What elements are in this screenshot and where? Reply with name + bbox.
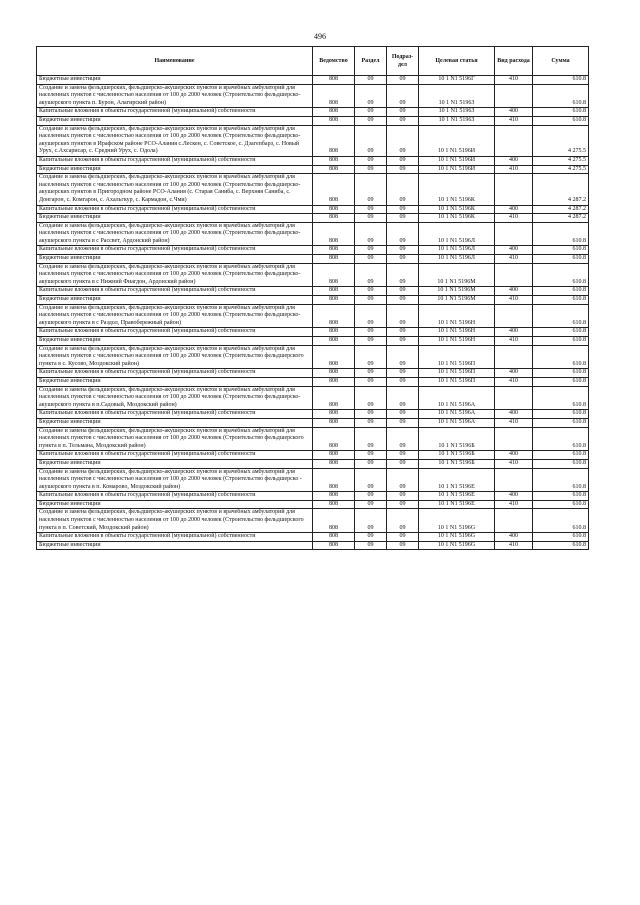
cell-expense-type: 400 (495, 533, 533, 542)
cell-name: Создание и замена фельдшерских, фельдшерско-акушерских пунктов и врачебных амбулаторий для населенных пунктов с численностью населения от 100 до 2000 человек (Строительство фельдшерско-акушерского пункта в с Нижний Фиагдон, Ардонский район) (37, 263, 313, 287)
cell-expense-type (495, 345, 533, 369)
cell-department: 808 (313, 377, 355, 386)
table-row (37, 263, 589, 287)
page-number: 496 (314, 32, 326, 41)
cell-department: 808 (313, 205, 355, 214)
cell-name: Капитальные вложения в объекты государственной (муниципальной) собственности (37, 369, 313, 378)
cell-subsection: 09 (387, 451, 419, 460)
cell-department: 808 (313, 214, 355, 223)
cell-target-article: 10 1 N1 5196Н (419, 304, 495, 328)
cell-section: 09 (355, 541, 387, 550)
table-row (37, 125, 589, 156)
cell-name: Капитальные вложения в объекты государственной (муниципальной) собственности (37, 205, 313, 214)
cell-amount: 610.8 (533, 541, 589, 550)
header-amount: Сумма (533, 47, 589, 76)
cell-name: Создание и замена фельдшерских, фельдшерско-акушерских пунктов и врачебных амбулаторий для населенных пунктов с численностью населения от 100 до 2000 человек (Строительство фельдшерского пункта в с. Кусово, Моздокский район) (37, 345, 313, 369)
cell-name: Капитальные вложения в объекты государственной (муниципальной) собственности (37, 108, 313, 117)
cell-amount: 610.8 (533, 427, 589, 451)
cell-subsection: 09 (387, 263, 419, 287)
table-row (37, 304, 589, 328)
cell-target-article: 10 1 N1 5196Б (419, 427, 495, 451)
table-row (37, 509, 589, 533)
cell-subsection: 09 (387, 509, 419, 533)
cell-department: 808 (313, 246, 355, 255)
header-expense-type: Вид расхода (495, 47, 533, 76)
cell-amount: 610.8 (533, 345, 589, 369)
cell-target-article: 10 1 N1 5196Г (419, 76, 495, 85)
table-row (37, 108, 589, 117)
cell-department: 808 (313, 328, 355, 337)
table-row (37, 156, 589, 165)
cell-amount: 610.8 (533, 84, 589, 108)
cell-target-article: 10 1 N1 5196Н (419, 337, 495, 346)
cell-amount: 610.8 (533, 108, 589, 117)
table-row (37, 418, 589, 427)
cell-subsection: 09 (387, 468, 419, 492)
cell-expense-type (495, 509, 533, 533)
cell-target-article: 10 1 N1 5196Л (419, 255, 495, 264)
table-row (37, 386, 589, 410)
cell-target-article: 10 1 N1 5196И (419, 165, 495, 174)
table-row (37, 205, 589, 214)
cell-amount: 610.8 (533, 386, 589, 410)
cell-department: 808 (313, 337, 355, 346)
cell-amount: 610.8 (533, 369, 589, 378)
cell-subsection: 09 (387, 410, 419, 419)
cell-section: 09 (355, 304, 387, 328)
cell-section: 09 (355, 156, 387, 165)
cell-expense-type: 400 (495, 205, 533, 214)
cell-expense-type: 410 (495, 337, 533, 346)
cell-subsection: 09 (387, 165, 419, 174)
cell-expense-type: 410 (495, 418, 533, 427)
table-header-row (37, 47, 589, 76)
cell-amount: 610.8 (533, 468, 589, 492)
cell-amount: 610.8 (533, 287, 589, 296)
cell-section: 09 (355, 222, 387, 246)
cell-name: Бюджетные инвестиции (37, 296, 313, 305)
cell-section: 09 (355, 125, 387, 156)
cell-target-article: 10 1 N1 5196П (419, 345, 495, 369)
cell-subsection: 09 (387, 255, 419, 264)
cell-subsection: 09 (387, 418, 419, 427)
cell-amount: 610.8 (533, 255, 589, 264)
cell-expense-type: 410 (495, 459, 533, 468)
cell-expense-type (495, 222, 533, 246)
cell-department: 808 (313, 287, 355, 296)
table-row (37, 287, 589, 296)
cell-expense-type: 410 (495, 541, 533, 550)
table-row (37, 337, 589, 346)
cell-amount: 610.8 (533, 451, 589, 460)
cell-amount: 610.8 (533, 116, 589, 125)
cell-department: 808 (313, 410, 355, 419)
table-row (37, 541, 589, 550)
cell-section: 09 (355, 345, 387, 369)
cell-subsection: 09 (387, 116, 419, 125)
header-name: Наименование (37, 47, 313, 76)
cell-department: 808 (313, 304, 355, 328)
cell-target-article: 10 1 N1 5196G (419, 509, 495, 533)
cell-expense-type: 400 (495, 328, 533, 337)
cell-name: Капитальные вложения в объекты государственной (муниципальной) собственности (37, 451, 313, 460)
cell-subsection: 09 (387, 246, 419, 255)
cell-department: 808 (313, 296, 355, 305)
cell-section: 09 (355, 509, 387, 533)
cell-name: Капитальные вложения в объекты государственной (муниципальной) собственности (37, 156, 313, 165)
cell-expense-type: 400 (495, 246, 533, 255)
table-row (37, 427, 589, 451)
cell-subsection: 09 (387, 427, 419, 451)
cell-target-article: 10 1 N1 5196Е (419, 468, 495, 492)
cell-department: 808 (313, 468, 355, 492)
cell-name: Создание и замена фельдшерских, фельдшерско-акушерских пунктов и врачебных амбулаторий для населенных пунктов с численностью населения от 100 до 2000 человек (Строительство фельдшерско - акушерского пункта в п. Комарово, Моздокский район) (37, 468, 313, 492)
cell-amount: 610.8 (533, 304, 589, 328)
cell-section: 09 (355, 410, 387, 419)
cell-target-article: 10 1 N1 5196П (419, 377, 495, 386)
cell-expense-type (495, 125, 533, 156)
cell-expense-type (495, 304, 533, 328)
cell-expense-type: 410 (495, 255, 533, 264)
cell-target-article: 10 1 N1 5196А (419, 418, 495, 427)
table-row (37, 165, 589, 174)
cell-subsection: 09 (387, 125, 419, 156)
header-target-article: Целевая статья (419, 47, 495, 76)
cell-target-article: 10 1 N1 5196И (419, 125, 495, 156)
cell-section: 09 (355, 468, 387, 492)
cell-subsection: 09 (387, 174, 419, 205)
cell-target-article: 10 1 N1 5196К (419, 205, 495, 214)
cell-section: 09 (355, 492, 387, 501)
cell-amount: 610.8 (533, 246, 589, 255)
cell-target-article: 10 1 N1 5196А (419, 410, 495, 419)
header-department: Ведомство (313, 47, 355, 76)
table-row (37, 345, 589, 369)
cell-section: 09 (355, 255, 387, 264)
cell-expense-type (495, 84, 533, 108)
cell-target-article: 10 1 N1 5196Л (419, 246, 495, 255)
cell-subsection: 09 (387, 296, 419, 305)
cell-section: 09 (355, 386, 387, 410)
cell-section: 09 (355, 76, 387, 85)
cell-section: 09 (355, 459, 387, 468)
cell-department: 808 (313, 418, 355, 427)
cell-department: 808 (313, 108, 355, 117)
cell-name: Капитальные вложения в объекты государственной (муниципальной) собственности (37, 328, 313, 337)
cell-subsection: 09 (387, 222, 419, 246)
cell-target-article: 10 1 N1 5196З (419, 84, 495, 108)
cell-expense-type (495, 174, 533, 205)
table-row (37, 84, 589, 108)
cell-target-article: 10 1 N1 5196М (419, 287, 495, 296)
cell-subsection: 09 (387, 386, 419, 410)
cell-department: 808 (313, 369, 355, 378)
cell-subsection: 09 (387, 76, 419, 85)
cell-section: 09 (355, 328, 387, 337)
cell-target-article: 10 1 N1 5196Б (419, 451, 495, 460)
cell-name: Бюджетные инвестиции (37, 459, 313, 468)
cell-department: 808 (313, 509, 355, 533)
table-row (37, 369, 589, 378)
cell-department: 808 (313, 459, 355, 468)
cell-section: 09 (355, 174, 387, 205)
cell-target-article: 10 1 N1 5196И (419, 156, 495, 165)
cell-target-article: 10 1 N1 5196Е (419, 492, 495, 501)
cell-subsection: 09 (387, 214, 419, 223)
cell-department: 808 (313, 84, 355, 108)
cell-amount: 610.8 (533, 222, 589, 246)
cell-expense-type (495, 386, 533, 410)
cell-name: Создание и замена фельдшерских, фельдшерско-акушерских пунктов и врачебных амбулаторий для населенных пунктов с численностью населения от 100 до 2000 человек (Строительство фельдшерско-акушерского пункта в с Рассвет, Ардонский район) (37, 222, 313, 246)
table-row (37, 328, 589, 337)
cell-amount: 4 287.2 (533, 214, 589, 223)
cell-section: 09 (355, 108, 387, 117)
cell-department: 808 (313, 76, 355, 85)
cell-amount: 610.8 (533, 533, 589, 542)
cell-amount: 4 287.2 (533, 205, 589, 214)
table-row (37, 459, 589, 468)
cell-amount: 610.8 (533, 500, 589, 509)
cell-section: 09 (355, 116, 387, 125)
table-row (37, 296, 589, 305)
cell-name: Капитальные вложения в объекты государственной (муниципальной) собственности (37, 410, 313, 419)
cell-subsection: 09 (387, 84, 419, 108)
cell-subsection: 09 (387, 304, 419, 328)
cell-department: 808 (313, 345, 355, 369)
cell-amount: 610.8 (533, 459, 589, 468)
cell-section: 09 (355, 369, 387, 378)
cell-department: 808 (313, 492, 355, 501)
table-row (37, 246, 589, 255)
cell-subsection: 09 (387, 156, 419, 165)
cell-subsection: 09 (387, 533, 419, 542)
cell-section: 09 (355, 533, 387, 542)
cell-target-article: 10 1 N1 5196П (419, 369, 495, 378)
cell-expense-type: 400 (495, 492, 533, 501)
table-row (37, 377, 589, 386)
table-row (37, 222, 589, 246)
cell-expense-type: 410 (495, 116, 533, 125)
cell-subsection: 09 (387, 500, 419, 509)
cell-amount: 610.8 (533, 263, 589, 287)
cell-expense-type: 400 (495, 410, 533, 419)
cell-department: 808 (313, 533, 355, 542)
cell-expense-type: 410 (495, 165, 533, 174)
table-row (37, 451, 589, 460)
cell-name: Капитальные вложения в объекты государственной (муниципальной) собственности (37, 492, 313, 501)
cell-target-article: 10 1 N1 5196А (419, 386, 495, 410)
cell-target-article: 10 1 N1 5196М (419, 296, 495, 305)
cell-expense-type: 410 (495, 76, 533, 85)
cell-subsection: 09 (387, 328, 419, 337)
cell-target-article: 10 1 N1 5196Н (419, 328, 495, 337)
cell-expense-type (495, 468, 533, 492)
cell-name: Капитальные вложения в объекты государственной (муниципальной) собственности (37, 246, 313, 255)
cell-amount: 610.8 (533, 418, 589, 427)
cell-name: Создание и замена фельдшерских, фельдшерско-акушерских пунктов и врачебных амбулаторий для населенных пунктов с численностью населения от 100 до 2000 человек (Строительство фельдшерско-акушерских пунктов в Ирафском районе РСО-Алания с.Лескен, с. Советское, с. Дзагепбарз, с. Новый Урух, с.Ахсарисар, с. Средний Урух, с. Одола) (37, 125, 313, 156)
cell-department: 808 (313, 541, 355, 550)
cell-subsection: 09 (387, 492, 419, 501)
cell-name: Бюджетные инвестиции (37, 165, 313, 174)
cell-name: Создание и замена фельдшерских, фельдшерско-акушерских пунктов и врачебных амбулаторий для населенных пунктов с численностью населения от 100 до 2000 человек (Строительство фельдшерского пункта в п. Тельмана, Моздокский район) (37, 427, 313, 451)
cell-name: Создание и замена фельдшерских, фельдшерско-акушерских пунктов и врачебных амбулаторий для населенных пунктов с численностью населения от 100 до 2000 человек (Строительство фельдшерско-акушерского пункта в п.Садовый, Моздокский район) (37, 386, 313, 410)
cell-name: Бюджетные инвестиции (37, 377, 313, 386)
cell-department: 808 (313, 451, 355, 460)
cell-department: 808 (313, 386, 355, 410)
cell-expense-type: 410 (495, 214, 533, 223)
cell-target-article: 10 1 N1 5196К (419, 214, 495, 223)
cell-department: 808 (313, 165, 355, 174)
cell-section: 09 (355, 500, 387, 509)
cell-name: Бюджетные инвестиции (37, 337, 313, 346)
header-subsection: Подраз-дел (387, 47, 419, 76)
cell-name: Бюджетные инвестиции (37, 76, 313, 85)
cell-expense-type: 400 (495, 451, 533, 460)
cell-subsection: 09 (387, 541, 419, 550)
cell-subsection: 09 (387, 205, 419, 214)
budget-table (36, 46, 589, 550)
cell-name: Создание и замена фельдшерских, фельдшерско-акушерских пунктов и врачебных амбулаторий для населенных пунктов с численностью населения от 100 до 2000 человек (Строительство фельдшерского пункта в п. Советский, Моздокский район) (37, 509, 313, 533)
cell-amount: 610.8 (533, 410, 589, 419)
cell-target-article: 10 1 N1 5196М (419, 263, 495, 287)
cell-target-article: 10 1 N1 5196Л (419, 222, 495, 246)
cell-amount: 4 287.2 (533, 174, 589, 205)
cell-name: Бюджетные инвестиции (37, 255, 313, 264)
cell-department: 808 (313, 125, 355, 156)
table-row (37, 255, 589, 264)
cell-expense-type: 410 (495, 296, 533, 305)
cell-name: Бюджетные инвестиции (37, 541, 313, 550)
cell-section: 09 (355, 418, 387, 427)
cell-amount: 4 275.5 (533, 156, 589, 165)
cell-section: 09 (355, 296, 387, 305)
cell-department: 808 (313, 174, 355, 205)
cell-section: 09 (355, 377, 387, 386)
cell-name: Создание и замена фельдшерских, фельдшерско-акушерских пунктов и врачебных амбулаторий для населенных пунктов с численностью населения от 100 до 2000 человек (Строительство фельдшерско-акушерского пункта п. Бурон, Алагирский район) (37, 84, 313, 108)
cell-amount: 610.8 (533, 492, 589, 501)
cell-section: 09 (355, 263, 387, 287)
table-row (37, 492, 589, 501)
cell-name: Капитальные вложения в объекты государственной (муниципальной) собственности (37, 287, 313, 296)
cell-name: Бюджетные инвестиции (37, 418, 313, 427)
cell-name: Создание и замена фельдшерских, фельдшерско-акушерских пунктов и врачебных амбулаторий для населенных пунктов с численностью населения от 100 до 2000 человек (Строительство фельдшерско-акушерского пункта в с Раздол, Правобережный район) (37, 304, 313, 328)
cell-expense-type (495, 427, 533, 451)
cell-section: 09 (355, 337, 387, 346)
cell-section: 09 (355, 84, 387, 108)
table-row (37, 410, 589, 419)
cell-department: 808 (313, 116, 355, 125)
cell-amount: 4 275.5 (533, 165, 589, 174)
cell-subsection: 09 (387, 287, 419, 296)
table-row (37, 500, 589, 509)
cell-target-article: 10 1 N1 5196Б (419, 459, 495, 468)
table-row (37, 174, 589, 205)
cell-target-article: 10 1 N1 5196К (419, 174, 495, 205)
cell-section: 09 (355, 287, 387, 296)
cell-amount: 610.8 (533, 76, 589, 85)
cell-section: 09 (355, 451, 387, 460)
table-row (37, 533, 589, 542)
cell-section: 09 (355, 246, 387, 255)
cell-department: 808 (313, 427, 355, 451)
cell-target-article: 10 1 N1 5196G (419, 541, 495, 550)
cell-name: Бюджетные инвестиции (37, 500, 313, 509)
cell-target-article: 10 1 N1 5196Е (419, 500, 495, 509)
table-row (37, 468, 589, 492)
cell-section: 09 (355, 205, 387, 214)
cell-subsection: 09 (387, 108, 419, 117)
cell-amount: 610.8 (533, 296, 589, 305)
cell-amount: 610.8 (533, 509, 589, 533)
cell-subsection: 09 (387, 345, 419, 369)
cell-amount: 610.8 (533, 377, 589, 386)
cell-name: Капитальные вложения в объекты государственной (муниципальной) собственности (37, 533, 313, 542)
cell-target-article: 10 1 N1 5196G (419, 533, 495, 542)
table-row (37, 214, 589, 223)
cell-expense-type (495, 263, 533, 287)
cell-name: Бюджетные инвестиции (37, 214, 313, 223)
cell-amount: 610.8 (533, 337, 589, 346)
table-row (37, 76, 589, 85)
cell-subsection: 09 (387, 377, 419, 386)
cell-amount: 4 275.5 (533, 125, 589, 156)
cell-target-article: 10 1 N1 5196З (419, 108, 495, 117)
cell-name: Бюджетные инвестиции (37, 116, 313, 125)
cell-subsection: 09 (387, 459, 419, 468)
cell-section: 09 (355, 427, 387, 451)
cell-expense-type: 410 (495, 500, 533, 509)
cell-expense-type: 400 (495, 156, 533, 165)
cell-expense-type: 400 (495, 108, 533, 117)
cell-department: 808 (313, 255, 355, 264)
table-row (37, 116, 589, 125)
cell-department: 808 (313, 222, 355, 246)
cell-subsection: 09 (387, 369, 419, 378)
cell-expense-type: 400 (495, 287, 533, 296)
cell-expense-type: 400 (495, 369, 533, 378)
cell-subsection: 09 (387, 337, 419, 346)
cell-department: 808 (313, 500, 355, 509)
cell-section: 09 (355, 214, 387, 223)
cell-target-article: 10 1 N1 5196З (419, 116, 495, 125)
cell-amount: 610.8 (533, 328, 589, 337)
header-section: Раздел (355, 47, 387, 76)
cell-expense-type: 410 (495, 377, 533, 386)
cell-department: 808 (313, 263, 355, 287)
cell-department: 808 (313, 156, 355, 165)
cell-name: Создание и замена фельдшерских, фельдшерско-акушерских пунктов и врачебных амбулаторий для населенных пунктов с численностью населения от 100 до 2000 человек (Строительство фельдшерско-акушерских пунктов в Пригородном районе РСО-Алания (с. Старая Саниба, с. Верхняя Саниба, с. Донгарон, с. Комгарон, с. Ахальгкур, с. Кармадон, с.Чми) (37, 174, 313, 205)
cell-section: 09 (355, 165, 387, 174)
